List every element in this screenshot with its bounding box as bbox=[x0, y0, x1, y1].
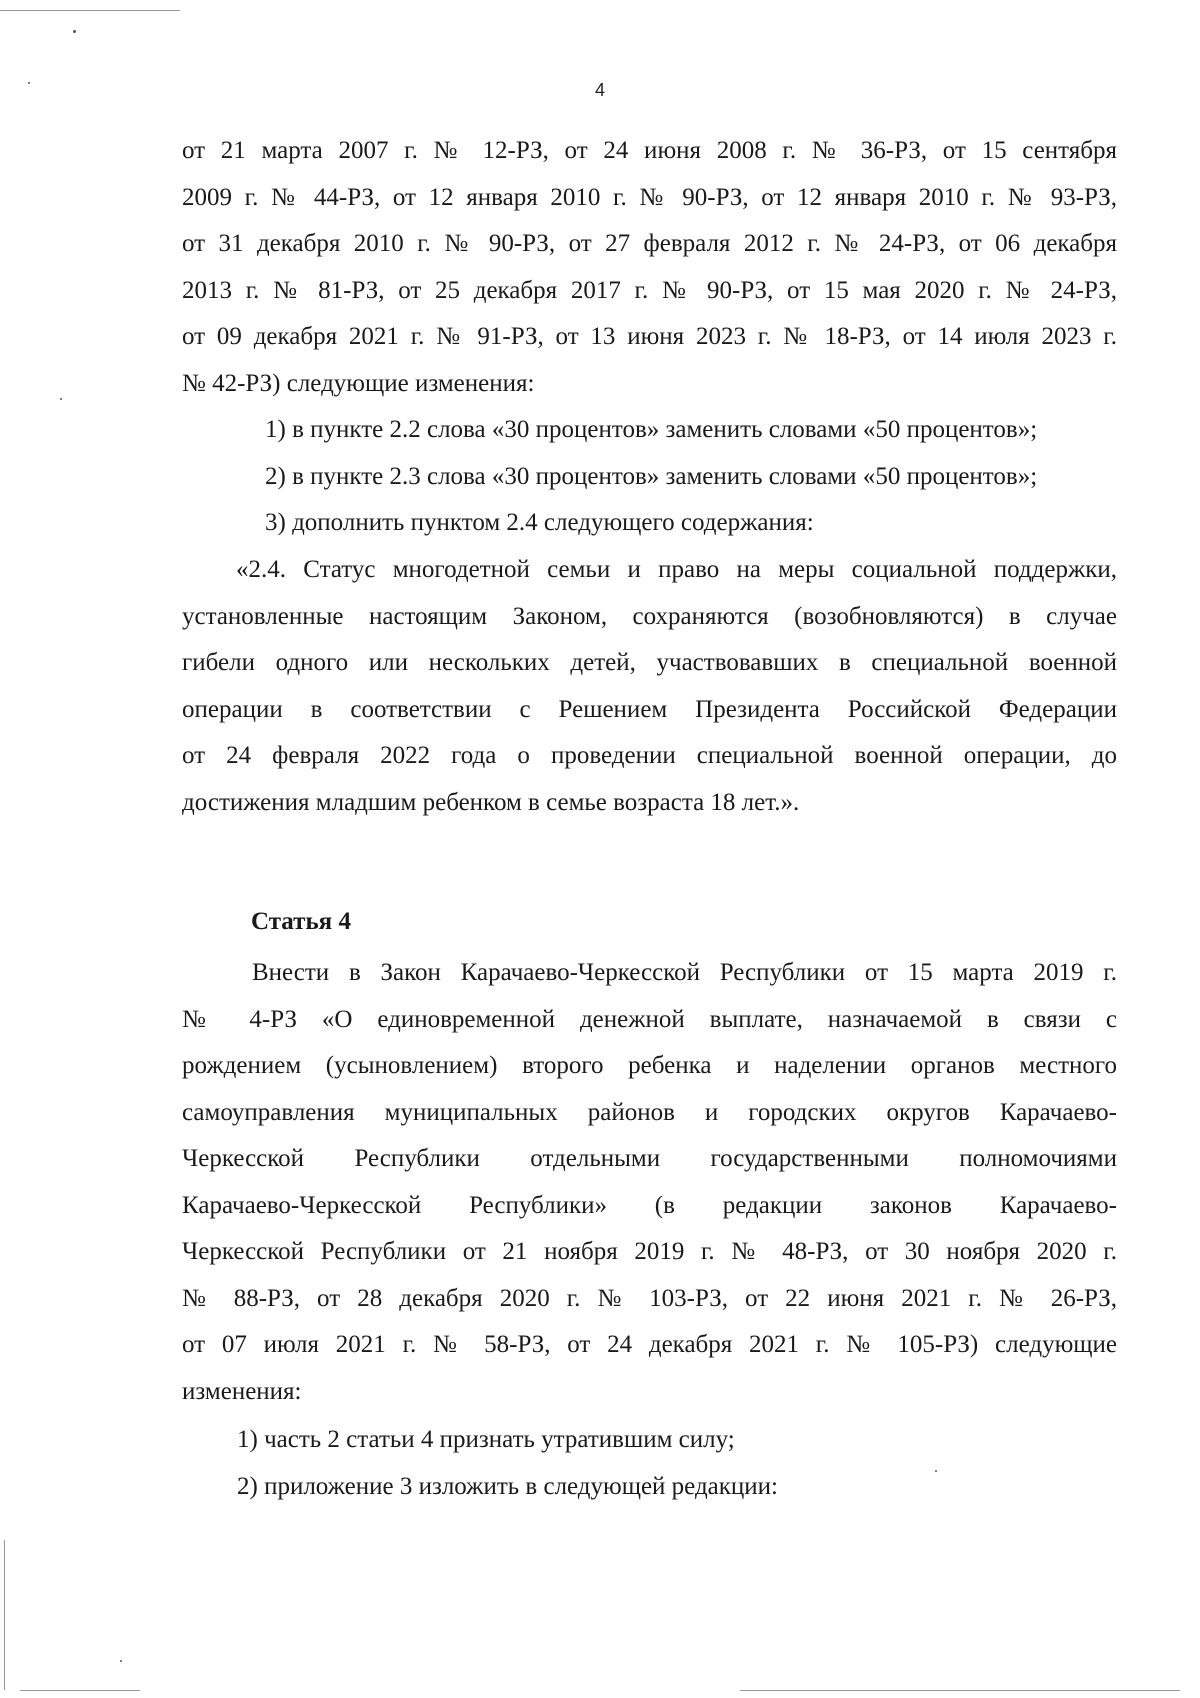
text-line: рождением (усыновлением) второго ребенка и наделении органов местного bbox=[182, 1052, 1117, 1079]
text-line: № 4-РЗ «О единовременной денежной выплате, назначаемой в связи с bbox=[182, 1005, 1117, 1033]
text-line: изменения: bbox=[182, 1377, 302, 1405]
scan-edge bbox=[20, 1690, 140, 1691]
article-heading: Статья 4 bbox=[251, 908, 351, 935]
text-line: Внести в Закон Карачаево-Черкесской Республики от 15 марта 2019 г. bbox=[252, 959, 1117, 986]
text-line: от 09 декабря 2021 г. № 91-РЗ, от 13 июня 2023 г. № 18-РЗ, от 14 июля 2023 г. bbox=[182, 323, 1117, 350]
text-line: Черкесской Республики отдельными государственными полномочиями bbox=[182, 1145, 1117, 1172]
list-item: 1) часть 2 статьи 4 признать утратившим силу; bbox=[237, 1426, 735, 1453]
text-line: от 24 февраля 2022 года о проведении специальной военной операции, до bbox=[182, 742, 1117, 769]
scan-speck bbox=[73, 30, 76, 33]
text-line: операции в соответствии с Решением Президента Российской Федерации bbox=[182, 695, 1117, 723]
text-line: Черкесской Республики от 21 ноября 2019 г. № 48-РЗ, от 30 ноября 2020 г. bbox=[182, 1238, 1117, 1265]
page-number: 4 bbox=[594, 80, 605, 100]
text-line: № 42-РЗ) следующие изменения: bbox=[182, 369, 535, 397]
text-line: достижения младшим ребенком в семье возраста 18 лет.». bbox=[182, 788, 800, 816]
scan-speck bbox=[935, 1470, 937, 1472]
text-line: 2009 г. № 44-РЗ, от 12 января 2010 г. № 90-РЗ, от 12 января 2010 г. № 93-РЗ, bbox=[182, 183, 1117, 211]
text-line: установленные настоящим Законом, сохраняются (возобновляются) в случае bbox=[182, 602, 1117, 630]
list-item: 2) приложение 3 изложить в следующей редакции: bbox=[237, 1472, 778, 1500]
scan-edge bbox=[740, 1690, 1180, 1691]
scan-edge bbox=[4, 1540, 5, 1690]
paragraph-amendments-list bbox=[182, 128, 1117, 407]
list-item: 1) в пункте 2.2 слова «30 процентов» заменить словами «50 процентов»; bbox=[265, 416, 1038, 443]
scan-speck bbox=[120, 1660, 122, 1662]
text-line: «2.4. Статус многодетной семьи и право на меры социальной поддержки, bbox=[236, 556, 1117, 583]
article-4-body bbox=[182, 950, 1117, 1415]
scan-speck bbox=[60, 398, 62, 400]
scan-edge bbox=[0, 10, 180, 11]
text-line: Карачаево-Черкесской Республики» (в редакции законов Карачаево- bbox=[182, 1191, 1117, 1219]
text-line: гибели одного или нескольких детей, участвовавших в специальной военной bbox=[182, 649, 1117, 676]
article-4-items bbox=[182, 1417, 1117, 1510]
text-line: № 88-РЗ, от 28 декабря 2020 г. № 103-РЗ, от 22 июня 2021 г. № 26-РЗ, bbox=[182, 1284, 1117, 1312]
text-line: самоуправления муниципальных районов и городских округов Карачаево- bbox=[182, 1098, 1117, 1126]
list-item: 2) в пункте 2.3 слова «30 процентов» заменить словами «50 процентов»; bbox=[265, 462, 1038, 490]
list-item: 3) дополнить пунктом 2.4 следующего содержания: bbox=[265, 509, 814, 536]
text-line: от 07 июля 2021 г. № 58-РЗ, от 24 декабря 2021 г. № 105-РЗ) следующие bbox=[182, 1331, 1117, 1358]
text-line: от 31 декабря 2010 г. № 90-РЗ, от 27 февраля 2012 г. № 24-РЗ, от 06 декабря bbox=[182, 230, 1117, 257]
quoted-paragraph-2-4 bbox=[182, 547, 1117, 826]
text-line: 2013 г. № 81-РЗ, от 25 декабря 2017 г. № 90-РЗ, от 15 мая 2020 г. № 24-РЗ, bbox=[182, 276, 1117, 304]
amendment-items bbox=[182, 407, 1117, 547]
scan-speck bbox=[28, 82, 30, 84]
text-line: от 21 марта 2007 г. № 12-РЗ, от 24 июня 2008 г. № 36-РЗ, от 15 сентября bbox=[182, 137, 1117, 164]
